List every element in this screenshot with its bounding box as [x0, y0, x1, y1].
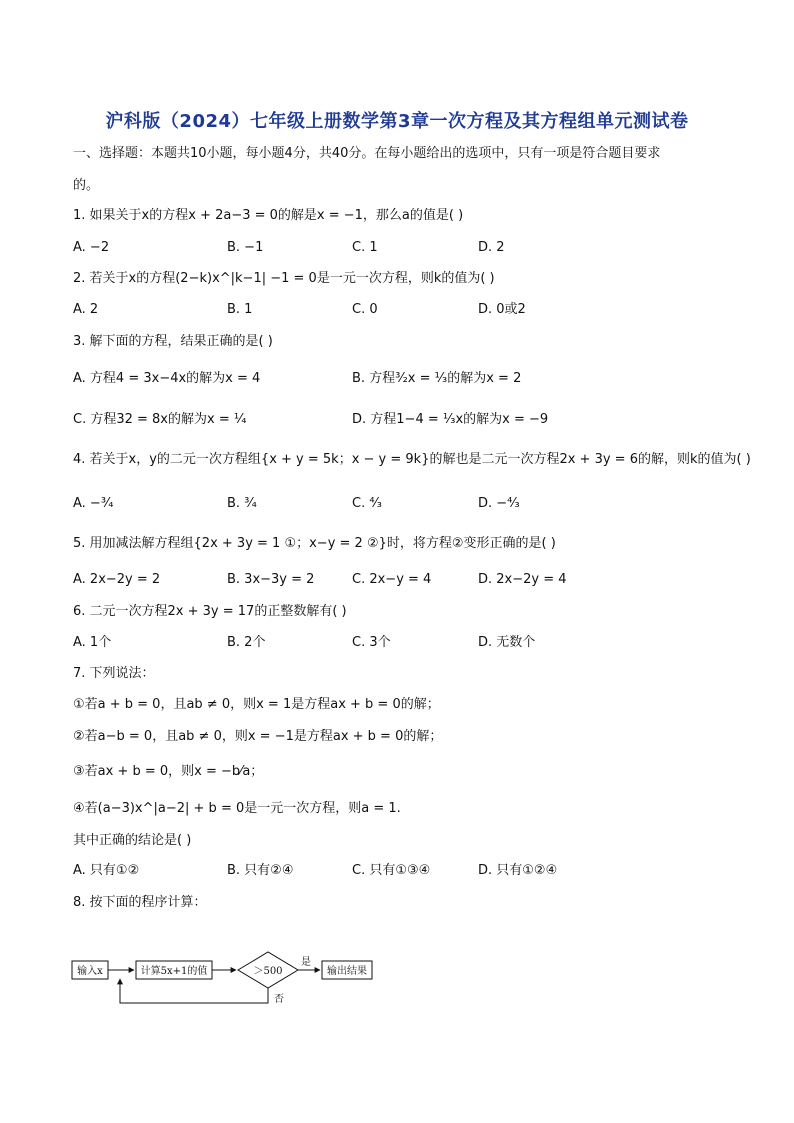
section-instructions: 一、选择题：本题共10小题，每小题4分，共40分。在每小题给出的选项中，只有一项是符合题目要求	[73, 146, 661, 161]
question-7-statement-1: ①若a + b = 0，且ab ≠ 0，则x = 1是方程ax + b = 0的解；	[73, 697, 440, 712]
question-1-option-c: C. 1	[352, 240, 378, 255]
question-7-statement-2: ②若a−b = 0，且ab ≠ 0，则x = −1是方程ax + b = 0的解；	[73, 729, 443, 744]
question-1-stem: 1. 如果关于x的方程x + 2a−3 = 0的解是x = −1，那么a的值是( )	[73, 208, 464, 223]
question-1-option-d: D. 2	[478, 240, 505, 255]
question-1-option-b: B. −1	[227, 240, 264, 255]
question-2-option-d: D. 0或2	[478, 302, 526, 317]
question-5-option-c: C. 2x−y = 4	[352, 572, 432, 587]
question-7-option-c: C. 只有①③④	[352, 863, 431, 878]
question-4-option-a: A. −³⁄₄	[73, 496, 114, 511]
question-6-option-d: D. 无数个	[478, 635, 536, 650]
question-3-option-d: D. 方程1−4 = ¹⁄₃x的解为x = −9	[352, 412, 549, 427]
question-2-stem: 2. 若关于x的方程(2−k)x^|k−1| −1 = 0是一元一次方程，则k的值为( )	[73, 271, 495, 286]
question-1-option-a: A. −2	[73, 240, 110, 255]
question-7-option-a: A. 只有①②	[73, 863, 140, 878]
question-7-option-d: D. 只有①②④	[478, 863, 558, 878]
question-6-option-b: B. 2个	[227, 635, 266, 650]
question-2-option-b: B. 1	[227, 302, 253, 317]
question-6-option-a: A. 1个	[73, 635, 112, 650]
question-4-stem: 4. 若关于x，y的二元一次方程组{x + y = 5k；x − y = 9k}的解也是二元一次方程2x + 3y = 6的解，则k的值为( )	[73, 452, 751, 467]
question-7-option-b: B. 只有②④	[227, 863, 294, 878]
question-5-stem: 5. 用加减法解方程组{2x + 3y = 1 ①；x−y = 2 ②}时，将方程②变形正确的是( )	[73, 536, 556, 551]
question-7-stem: 7. 下列说法：	[73, 666, 155, 681]
flow-input-label: 输入x	[77, 966, 103, 977]
question-3-option-b: B. 方程³⁄₂x = ¹⁄₃的解为x = 2	[352, 371, 522, 386]
question-8-stem: 8. 按下面的程序计算：	[73, 895, 207, 910]
question-2-option-a: A. 2	[73, 302, 99, 317]
question-2-option-c: C. 0	[352, 302, 378, 317]
flow-output-label: 输出结果	[327, 966, 367, 977]
flow-yes-label: 是	[301, 957, 311, 968]
program-flowchart	[70, 942, 390, 1012]
question-3-option-c: C. 方程32 = 8x的解为x = ¹⁄₄	[73, 412, 247, 427]
question-6-option-c: C. 3个	[352, 635, 391, 650]
page-title: 沪科版（2024）七年级上册数学第3章一次方程及其方程组单元测试卷	[105, 111, 689, 132]
question-7-statement-4: ④若(a−3)x^|a−2| + b = 0是一元一次方程，则a = 1.	[73, 801, 401, 816]
question-4-option-c: C. ⁴⁄₃	[352, 496, 382, 511]
flow-loop-arrow	[120, 979, 268, 1003]
question-7-statement-3: ③若ax + b = 0，则x = −b⁄a；	[73, 764, 264, 779]
flow-condition-label: ＞500	[253, 966, 283, 977]
question-4-option-d: D. −⁴⁄₃	[478, 496, 520, 511]
flow-compute-label: 计算5x+1的值	[140, 966, 208, 977]
section-instructions-cont: 的。	[73, 178, 100, 193]
question-3-option-a: A. 方程4 = 3x−4x的解为x = 4	[73, 371, 261, 386]
question-5-option-a: A. 2x−2y = 2	[73, 572, 161, 587]
question-5-option-d: D. 2x−2y = 4	[478, 572, 567, 587]
question-6-stem: 6. 二元一次方程2x + 3y = 17的正整数解有( )	[73, 604, 347, 619]
question-3-stem: 3. 解下面的方程，结果正确的是( )	[73, 334, 273, 349]
flow-no-label: 否	[274, 994, 284, 1005]
question-7-prompt: 其中正确的结论是( )	[73, 833, 192, 848]
question-4-option-b: B. ³⁄₄	[227, 496, 257, 511]
question-5-option-b: B. 3x−3y = 2	[227, 572, 315, 587]
